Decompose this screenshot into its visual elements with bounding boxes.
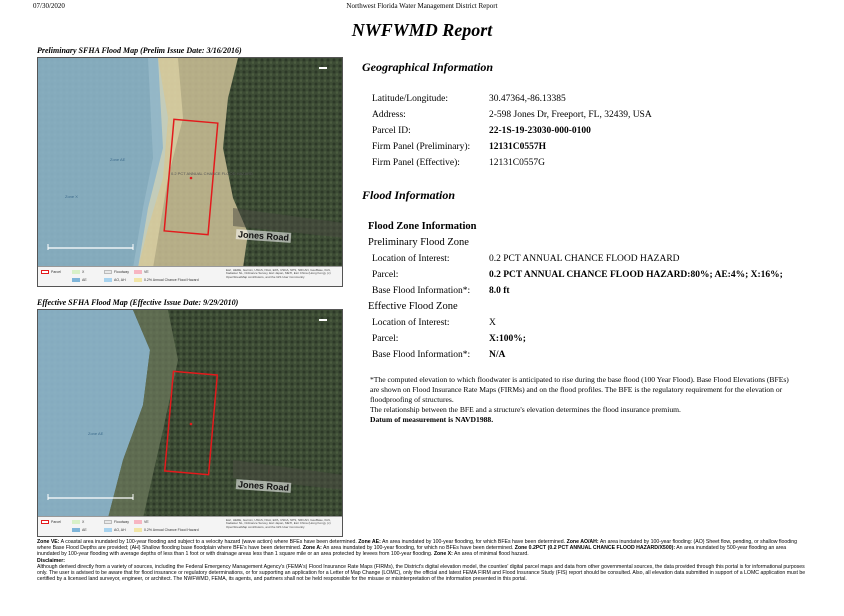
legend-ve-swatch [134,520,142,524]
preliminary-zone-heading: Preliminary Flood Zone [368,237,469,248]
datum-note: Datum of measurement is NAVD1988. [370,415,494,424]
legend-x-swatch [72,270,80,274]
geo-address-label: Address: [372,110,406,120]
legend-parcel: Parcel [51,270,61,274]
legend-parcel-swatch [41,520,49,524]
zone-x500-text: An area inundated by 500-year flooding an area inundated by 100-year flooding with average depths of less than 1 foot or with drainage areas less than 1 square mile or an area protected by levees from 100-year flooding. [37,545,787,558]
legend-aoah-swatch [104,528,112,532]
preliminary-map-legend [38,266,343,286]
zone-aoah-key: Zone AO/AH: [566,539,599,545]
geo-firm-prelim-value: 12131C0557H [489,142,546,152]
svg-text:Zone X: Zone X [65,194,78,199]
preliminary-map-image [38,58,343,268]
prelim-location-value: 0.2 PCT ANNUAL CHANCE FLOOD HAZARD [489,254,680,264]
effective-zone-heading: Effective Flood Zone [368,301,458,312]
zone-ae-text: An area inundated by 100-year flooding, for which BFEs have been determined. [381,539,566,545]
geo-section-title: Geographical Information [362,60,494,74]
eff-bfe-value: N/A [489,350,506,360]
prelim-location-label: Location of Interest: [372,254,450,264]
zone-ae-key: Zone AE: [358,539,381,545]
legend-floodway: Floodway [114,520,129,524]
legend-ae: AE [82,278,87,282]
legend-ve-swatch [134,270,142,274]
zone-a-key: Zone A: [302,545,322,552]
svg-text:Zone AE: Zone AE [110,157,126,162]
legend-x500-swatch [134,528,142,532]
effective-map-image [38,310,343,518]
legend-aoah: AO, AH [114,278,126,282]
legend-x: X [82,270,85,274]
legend-x-swatch [72,520,80,524]
zone-ve-text: A coastal area inundated by 100-year flooding and subject to a velocity hazard (wave action) where BFEs have been determined. [60,539,357,545]
zone-definitions-footer [37,539,807,582]
legend-parcel-swatch [41,270,49,274]
zone-x-key: Zone X: [433,551,453,558]
legend-x: X [82,520,85,524]
preliminary-flood-map[interactable] [37,57,343,287]
legend-ae-swatch [72,528,80,532]
effective-map-caption: Effective SFHA Flood Map (Effective Issue Date: 9/29/2010) [37,298,239,307]
legend-floodway: Floodway [114,270,129,274]
preliminary-map-caption: Preliminary SFHA Flood Map (Prelim Issue Date: 3/16/2016) [37,46,242,55]
flood-section-title: Flood Information [362,188,456,202]
page-title: NWFWMD Report [351,20,493,40]
prelim-parcel-label: Parcel: [372,270,399,280]
zone-x500-key: Zone 0.2PCT (0.2 PCT ANNUAL CHANCE FLOOD HAZARD/X500): [514,545,676,552]
report-source: Northwest Florida Water Management District Report [346,2,498,10]
geo-firm-prelim-label: Firm Panel (Preliminary): [372,142,471,152]
geo-firm-effective-label: Firm Panel (Effective): [372,158,460,168]
effective-map-legend [38,516,343,536]
svg-text:0.2 PCT ANNUAL CHANCE FLOOD HA: 0.2 PCT ANNUAL CHANCE FLOOD HAZARD [171,171,254,176]
map-credit: Esri, HERE, Garmin, USGS, NGA, EPA, USDA, NPS, NRCAN, GeoBase, IGN, Kadaster NL, Ordnance Survey, Esri Japan, METI, Esri China (Hong Kong), (c) OpenStreetMap contributors, and the GIS User Community [226,519,331,529]
jones-road-label: Jones Road [237,229,290,243]
svg-text:Zone AE: Zone AE [88,431,104,436]
zone-x-text: An area of minimal flood hazard. [454,551,529,558]
legend-aoah: AO, AH [114,528,126,532]
eff-bfe-label: Base Flood Information*: [372,350,471,360]
disclaimer-text: Although derived directly from a variety of sources, including the Federal Emergency Management Agency's (FEMA's) Flood Insurance Rate Maps (FIRMs), the District's digital elevation model, the counties' digital parcel maps and data from other governmental sources, the data provided through this portal is for informational purposes only. The user is advised to be aware that for flood insurance or regulatory determinations, or for supporting an application for a Letter of Map Change (LOMC), only the official and latest FEMA FIRM and Flood Insurance Study (FIS) report should be consulted. Also, all elevation data submitted in support of a LOMC application must be certified by a licensed land surveyor, engineer, or architect. The NWFWMD, FEMA, its agents, and partners shall not be held responsible for the misuse or misinterpretation of the information presented in this portal. [37,563,806,583]
eff-location-label: Location of Interest: [372,318,450,328]
bfe-note-relationship: The relationship between the BFE and a structure's elevation determines the flood insurance premium. [370,405,681,414]
eff-parcel-value: X:100%; [489,334,526,344]
legend-parcel: Parcel [51,520,61,524]
disclaimer-heading: Disclaimer: [37,557,65,564]
geo-parcel-id-value: 22-1S-19-23030-000-0100 [489,126,591,136]
prelim-bfe-value: 8.0 ft [489,286,510,296]
bfe-note [370,375,790,425]
flood-zone-info-title: Flood Zone Information [368,221,477,232]
geo-parcel-id-label: Parcel ID: [372,126,411,136]
eff-location-value: X [489,318,496,328]
zone-aoah-text: An area inundated by 100-year flooding: (AO) Sheet flow, pending, or shallow flooding where Base Flood Depths are provided; (AH) Shallow flooding base floodplain where BFE's have been determined. [37,539,798,552]
legend-ae: AE [82,528,87,532]
geo-latlon-label: Latitude/Longitude: [372,94,448,104]
effective-flood-map[interactable] [37,309,343,537]
map-credit: Esri, HERE, Garmin, USGS, NGA, EPA, USDA, NPS, NRCAN, GeoBase, IGN, Kadaster NL, Ordnance Survey, Esri Japan, METI, Esri China (Hong Kong), (c) OpenStreetMap contributors, and the GIS User Community [226,269,331,279]
report-date: 07/30/2020 [33,2,65,10]
legend-ve: VE [144,270,149,274]
legend-x500: 0.2% Annual Chance Flood Hazard [144,528,199,532]
legend-x500-swatch [134,278,142,282]
geo-firm-effective-value: 12131C0557G [489,158,545,168]
zone-ve-key: Zone VE: [37,539,60,545]
prelim-parcel-value: 0.2 PCT ANNUAL CHANCE FLOOD HAZARD:80%; AE:4%; X:16%; [489,270,783,280]
eff-parcel-label: Parcel: [372,334,399,344]
legend-floodway-swatch [104,520,112,524]
legend-x500: 0.2% Annual Chance Flood Hazard [144,278,199,282]
legend-floodway-swatch [104,270,112,274]
jones-road-label: Jones Road [237,479,290,493]
zone-a-text: An area inundated by 100-year flooding, for which no BFEs have been determined. [323,545,514,552]
geo-latlon-value: 30.47364,-86.13385 [489,94,566,104]
legend-ve: VE [144,520,149,524]
prelim-bfe-label: Base Flood Information*: [372,286,471,296]
bfe-note-text: *The computed elevation to which floodwater is anticipated to rise during the base flood (100 Year Flood). Base Flood Elevations (BFEs) are shown on Flood Insurance Rate Maps (FIRMs) and on the flood profiles. The BFE is the regulatory requirement for the elevation or floodproofing of structures. [370,375,789,404]
legend-aoah-swatch [104,278,112,282]
legend-ae-swatch [72,278,80,282]
geo-address-value: 2-598 Jones Dr, Freeport, FL, 32439, USA [489,110,652,120]
